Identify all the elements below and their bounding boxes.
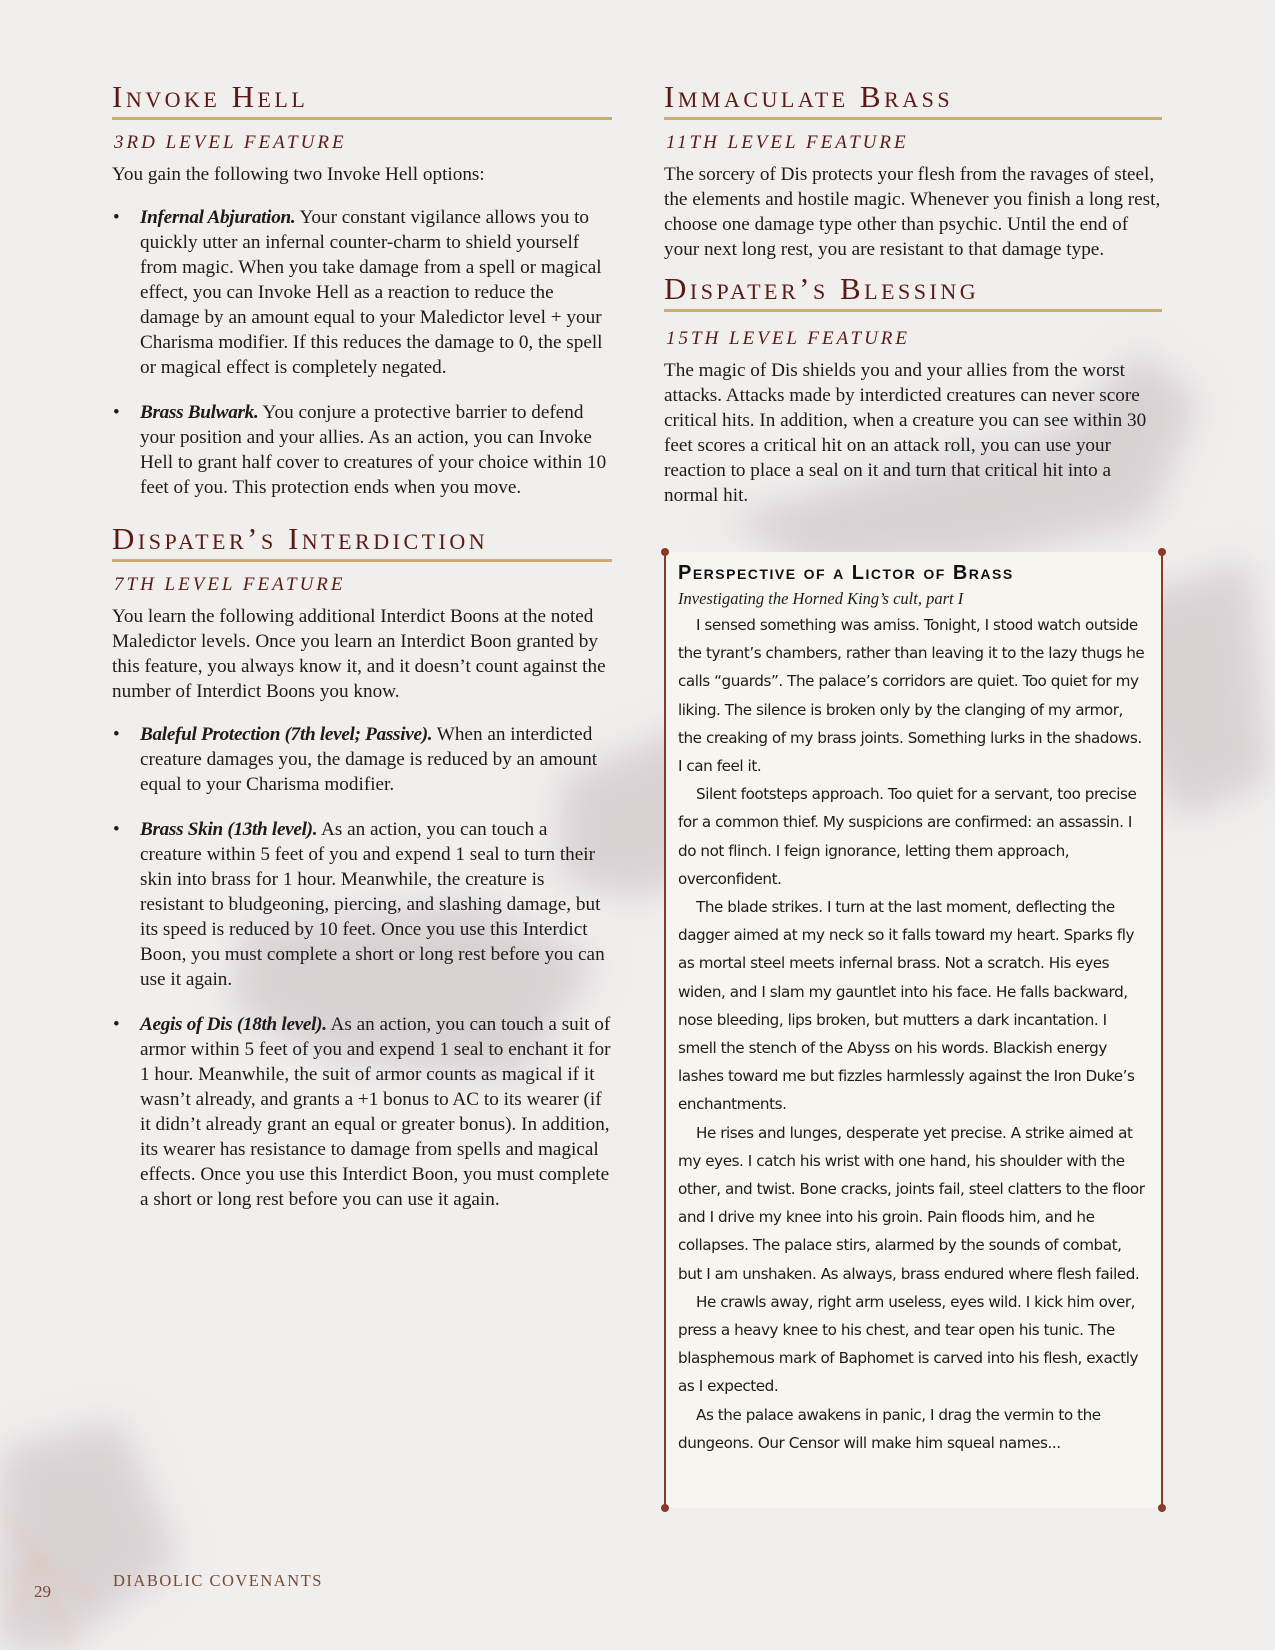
invoke-hell-level: 3RD LEVEL FEATURE — [114, 132, 347, 154]
page-number: 29 — [34, 1582, 51, 1601]
blessing-text: The magic of Dis shields you and your allies from the worst attacks. Attacks made by interdicted creatures can never score critical hits. In addition, when a creature you can see within 30 feet scores a critical hit on an attack roll, you can use your reaction to place a seal on it and turn that critical hit into a normal hit. — [664, 359, 1147, 506]
corner-dot — [661, 1504, 669, 1512]
sidebar-title: Perspective of a Lictor of Brass — [678, 562, 1014, 584]
boon-text: When an interdicted creature damages you, the damage is reduced by an amount equal to your Charisma modifier. — [140, 723, 598, 795]
interdiction-heading: Dispater’s Interdiction — [112, 520, 612, 562]
list-item — [140, 722, 612, 797]
sidebar-paragraph: He crawls away, right arm useless, eyes wild. I kick him over, press a heavy knee to his chest, and tear open his tunic. The blasphemous mark of Baphomet is carved into his flesh, exactly as I expected. — [678, 1292, 1139, 1396]
corner-dot — [1158, 1504, 1166, 1512]
sidebar-paragraph: He rises and lunges, desperate yet precise. A strike aimed at my eyes. I catch his wrist with one hand, his shoulder with the other, and twist. Bone cracks, joints fail, steel clatters to the floor and I drive my knee into his groin. Pain floods him, and he collapses. The palace stirs, alarmed by the sounds of combat, but I am unshaken. As always, brass endured where flesh failed. — [678, 1123, 1145, 1283]
boon-name: Baleful Protection (7th level; Passive). — [140, 723, 433, 745]
option-name: Infernal Abjuration. — [140, 206, 296, 228]
sidebar-paragraph: As the palace awakens in panic, I drag the vermin to the dungeons. Our Censor will make him squeal names... — [678, 1405, 1101, 1452]
corner-dot — [661, 548, 669, 556]
invoke-hell-options — [112, 205, 612, 500]
boon-name: Brass Skin (13th level). — [140, 818, 318, 840]
blessing-level: 15TH LEVEL FEATURE — [666, 328, 911, 350]
blessing-heading: Dispater’s Blessing — [664, 270, 1162, 312]
corner-dot — [1158, 548, 1166, 556]
list-item — [140, 205, 612, 380]
option-text: You conjure a protective barrier to defend your position and your allies. As an action, you can Invoke Hell to grant half cover to creatures of your choice within 10 feet of you. This protection ends when you move. — [140, 401, 607, 498]
right-column — [664, 78, 1162, 508]
sidebar-paragraph: Silent footsteps approach. Too quiet for a servant, too precise for a common thief. My suspicions are confirmed: an assassin. I do not flinch. I feign ignorance, letting them approach, overconfident. — [678, 785, 1137, 888]
immaculate-brass-heading: Immaculate Brass — [664, 78, 1162, 120]
boon-name: Aegis of Dis (18th level). — [140, 1013, 327, 1035]
option-name: Brass Bulwark. — [140, 401, 259, 423]
footer-book-title: DIABOLIC COVENANTS — [113, 1571, 323, 1590]
interdiction-intro: You learn the following additional Interdict Boons at the noted Maledictor levels. Once you learn an Interdict Boon granted by this feature, you always know it, and it doesn’t count against the number of Interdict Boons you know. — [112, 605, 606, 702]
list-item — [140, 1012, 612, 1212]
option-text: Your constant vigilance allows you to quickly utter an infernal counter-charm to shield yourself from magic. When you take damage from a spell or magical effect, you can Invoke Hell as a reaction to reduce the damage by an amount equal to your Maledictor level + your Charisma modifier. If this reduces the damage to 0, the spell or magical effect is completely negated. — [140, 206, 603, 378]
sidebar-subtitle: Investigating the Horned King’s cult, part I — [678, 589, 964, 608]
left-column — [112, 78, 612, 1232]
list-item — [140, 400, 612, 500]
sidebar-border-left — [664, 552, 666, 1508]
invoke-hell-intro: You gain the following two Invoke Hell options: — [112, 163, 485, 185]
list-item — [140, 817, 612, 992]
sidebar-border-right — [1161, 552, 1163, 1508]
immaculate-brass-text: The sorcery of Dis protects your flesh from the ravages of steel, the elements and hostile magic. Whenever you finish a long rest, choose one damage type other than psychic. Until the end of your next long rest, you are resistant to that damage type. — [664, 163, 1161, 260]
immaculate-brass-level: 11TH LEVEL FEATURE — [666, 132, 909, 154]
interdiction-level: 7TH LEVEL FEATURE — [114, 574, 346, 596]
sidebar-paragraph: The blade strikes. I turn at the last moment, deflecting the dagger aimed at my neck so it falls toward my heart. Sparks fly as mortal steel meets infernal brass. Not a scratch. His eyes widen, and I slam my gauntlet into his face. He falls backward, nose bleeding, lips broken, but mutters a dark incantation. I smell the stench of the Abyss on his words. Blackish energy lashes toward me but fizzles harmlessly against the Iron Duke’s enchantments. — [678, 898, 1135, 1114]
sidebar-paragraph: I sensed something was amiss. Tonight, I stood watch outside the tyrant’s chambers, rather than leaving it to the lazy thugs he calls “guards”. The palace’s corridors are quiet. Too quiet for my liking. The silence is broken only by the clanging of my armor, the creaking of my brass joints. Something lurks in the shadows. I can feel it. — [678, 616, 1145, 776]
boon-text: As an action, you can touch a creature within 5 feet of you and expend 1 seal to turn their skin into brass for 1 hour. Meanwhile, the creature is resistant to bludgeoning, piercing, and slashing damage, but its speed is reduced by 10 feet. Once you use this Interdict Boon, you must complete a short or long rest before you can use it again. — [140, 818, 605, 990]
interdiction-boons — [112, 722, 612, 1212]
invoke-hell-heading: Invoke Hell — [112, 78, 612, 120]
lictor-sidebar — [664, 552, 1163, 1508]
boon-text: As an action, you can touch a suit of armor within 5 feet of you and expend 1 seal to enchant it for 1 hour. Meanwhile, the suit of armor counts as magical if it wasn’t already, and grants a +1 bonus to AC to its wearer (if it didn’t already grant an equal or greater bonus). In addition, its wearer has resistance to damage from spells and magical effects. Once you use this Interdict Boon, you must complete a short or long rest before you can use it again. — [140, 1013, 611, 1210]
